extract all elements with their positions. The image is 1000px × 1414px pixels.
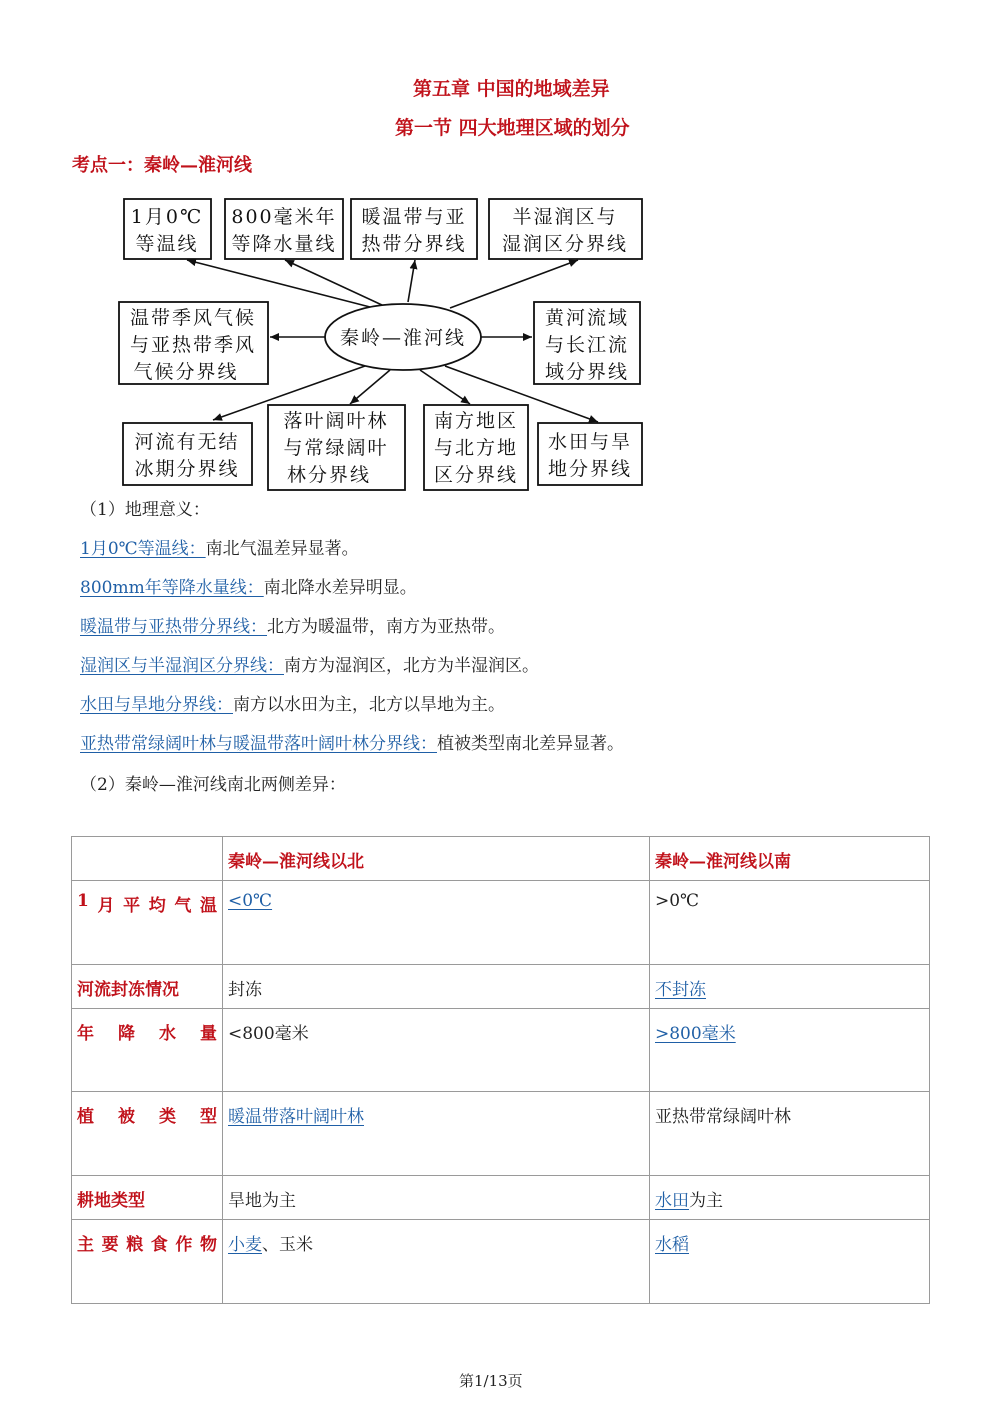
diagram-box: [123, 423, 252, 485]
significance-item: [80, 729, 624, 754]
label-char: 被: [118, 1107, 135, 1127]
diagram-box: [489, 199, 642, 259]
row-label: [72, 881, 223, 965]
south-cell: [650, 1176, 930, 1220]
south-cell: [650, 1092, 930, 1176]
table-header-cell: 秦岭—淮河线以南: [650, 837, 930, 881]
south-value-term: 水田: [655, 1191, 689, 1211]
north-value-rest: 、玉米: [262, 1235, 313, 1255]
significance-desc: 植被类型南北差异显著。: [437, 734, 624, 754]
row-label-text: [77, 1102, 217, 1127]
significance-desc: 南方以水田为主，北方以旱地为主。: [233, 695, 505, 715]
label-char: 物: [199, 1235, 217, 1255]
north-cell: [223, 965, 650, 1009]
label-char: 类: [159, 1107, 176, 1127]
label-char: 植: [77, 1107, 94, 1127]
arrow-line: [420, 370, 470, 404]
label-char: 要: [101, 1235, 119, 1255]
svg-text:与长江流: 与长江流: [544, 334, 630, 356]
label-char: 均: [148, 896, 166, 916]
table-row: [72, 965, 930, 1009]
diagram-box: [351, 199, 477, 259]
center-label: 秦岭—淮河线: [339, 327, 467, 349]
significance-term: 水田与旱地分界线：: [80, 695, 233, 715]
label-char: 气: [174, 896, 192, 916]
significance-item: [80, 573, 417, 598]
label-char: 年: [77, 1024, 94, 1044]
label-char: 温: [199, 896, 217, 916]
section-title: 第一节 四大地理区域的划分: [395, 117, 630, 139]
svg-text:水田与旱: 水田与旱: [547, 431, 633, 453]
diagram-box: [538, 423, 642, 485]
significance-term: 暖温带与亚热带分界线：: [80, 617, 267, 637]
label-char: 主: [77, 1235, 94, 1255]
north-cell: [223, 1220, 650, 1304]
label-char: 型: [200, 1107, 217, 1127]
significance-heading: （1）地理意义：: [80, 500, 210, 520]
chapter-title: 第五章 中国的地域差异: [413, 78, 610, 100]
row-label: [72, 1176, 223, 1220]
significance-desc: 北方为暖温带，南方为亚热带。: [267, 617, 505, 637]
north-value-term: 小麦: [228, 1235, 262, 1255]
table-row: [72, 1220, 930, 1304]
svg-text:800毫米年: 800毫米年: [231, 206, 337, 228]
north-value: 封冻: [228, 980, 262, 1000]
svg-text:落叶阔叶林: 落叶阔叶林: [283, 410, 389, 432]
svg-text:湿润区分界线: 湿润区分界线: [501, 233, 629, 255]
row-label-text: 河流封冻情况: [77, 980, 179, 1000]
south-cell: [650, 1220, 930, 1304]
label-char: 1: [77, 891, 89, 911]
significance-item: [80, 690, 505, 715]
svg-text:与北方地: 与北方地: [433, 437, 519, 459]
table-row: [72, 1176, 930, 1220]
significance-term: 湿润区与半湿润区分界线：: [80, 656, 284, 676]
svg-text:等温线: 等温线: [135, 233, 199, 255]
significance-term: 800mm年等降水量线：: [80, 578, 264, 598]
point-heading: 考点一：秦岭—淮河线: [72, 155, 252, 176]
arrow-line: [450, 260, 578, 308]
significance-term: 1月0℃等温线：: [80, 539, 206, 559]
label-char: 作: [175, 1235, 193, 1255]
north-cell: [223, 881, 650, 965]
north-cell: [223, 1092, 650, 1176]
row-label-text: 耕地类型: [77, 1191, 145, 1211]
svg-text:与常绿阔叶: 与常绿阔叶: [283, 437, 389, 459]
svg-text:南方地区: 南方地区: [433, 410, 519, 432]
significance-desc: 南方为湿润区，北方为半湿润区。: [284, 656, 539, 676]
arrow-line: [350, 370, 390, 404]
row-label: [72, 1220, 223, 1304]
svg-text:区分界线: 区分界线: [433, 464, 519, 486]
arrow-line: [187, 260, 370, 307]
south-cell: [650, 965, 930, 1009]
significance-item: [80, 651, 539, 676]
svg-text:域分界线: 域分界线: [544, 361, 630, 383]
table-header-row: [72, 837, 930, 881]
significance-desc: 南北气温差异显著。: [205, 539, 359, 559]
qinling-huaihe-diagram: [110, 190, 650, 495]
svg-text:气候分界线: 气候分界线: [133, 361, 239, 383]
north-cell: [223, 1176, 650, 1220]
south-value: 水稻: [655, 1235, 689, 1255]
table-header-cell: 秦岭—淮河线以北: [223, 837, 650, 881]
south-cell: [650, 881, 930, 965]
north-value: 旱地为主: [228, 1191, 296, 1211]
table-row: [72, 1092, 930, 1176]
svg-text:林分界线: 林分界线: [286, 464, 372, 486]
svg-text:半湿润区与: 半湿润区与: [512, 206, 618, 228]
north-cell: [223, 1009, 650, 1092]
diagram-box: [225, 199, 343, 259]
label-char: 量: [200, 1024, 217, 1044]
table-row: [72, 1009, 930, 1092]
label-char: 降: [118, 1024, 135, 1044]
page-number: 第1/13页: [459, 1372, 523, 1390]
svg-text:黄河流域: 黄河流域: [544, 307, 630, 329]
table-header-cell: [72, 837, 223, 881]
svg-text:热带分界线: 热带分界线: [361, 233, 467, 255]
comparison-table: [71, 836, 930, 1304]
significance-item: [80, 534, 359, 559]
svg-text:温带季风气候: 温带季风气候: [129, 307, 257, 329]
svg-text:1月0℃: 1月0℃: [130, 206, 204, 228]
north-value: 暖温带落叶阔叶林: [228, 1107, 364, 1127]
svg-text:暖温带与亚: 暖温带与亚: [361, 206, 467, 228]
table-row: [72, 881, 930, 965]
svg-text:河流有无结: 河流有无结: [134, 431, 240, 453]
row-label: [72, 1092, 223, 1176]
significance-item: [80, 612, 505, 637]
label-char: 月: [97, 896, 115, 916]
north-value: <0℃: [228, 891, 273, 911]
south-value: 不封冻: [655, 980, 706, 1000]
difference-heading: （2）秦岭—淮河线南北两侧差异：: [80, 775, 346, 795]
svg-text:地分界线: 地分界线: [547, 458, 633, 480]
svg-text:冰期分界线: 冰期分界线: [134, 458, 240, 480]
label-char: 粮: [126, 1235, 144, 1255]
significance-term: 亚热带常绿阔叶林与暖温带落叶阔叶林分界线：: [80, 734, 437, 754]
south-value-rest: 为主: [689, 1191, 723, 1211]
diagram-box: [424, 405, 528, 490]
row-label-text: [77, 891, 217, 916]
arrow-line: [408, 260, 415, 302]
south-cell: [650, 1009, 930, 1092]
label-char: 平: [123, 896, 141, 916]
diagram-box: [534, 302, 640, 384]
label-char: 水: [159, 1024, 176, 1044]
north-value: <800毫米: [228, 1024, 309, 1044]
diagram-box: [124, 199, 211, 259]
label-char: 食: [150, 1235, 168, 1255]
south-value: >800毫米: [655, 1024, 736, 1044]
row-label: [72, 1009, 223, 1092]
row-label-text: [77, 1019, 217, 1044]
row-label-text: [77, 1230, 217, 1255]
south-value: >0℃: [655, 891, 700, 911]
svg-text:与亚热带季风: 与亚热带季风: [129, 334, 257, 356]
row-label: [72, 965, 223, 1009]
significance-desc: 南北降水差异明显。: [263, 578, 417, 598]
south-value: 亚热带常绿阔叶林: [655, 1107, 791, 1127]
diagram-box: [268, 405, 405, 490]
svg-text:等降水量线: 等降水量线: [231, 233, 337, 255]
diagram-box: [119, 302, 268, 384]
